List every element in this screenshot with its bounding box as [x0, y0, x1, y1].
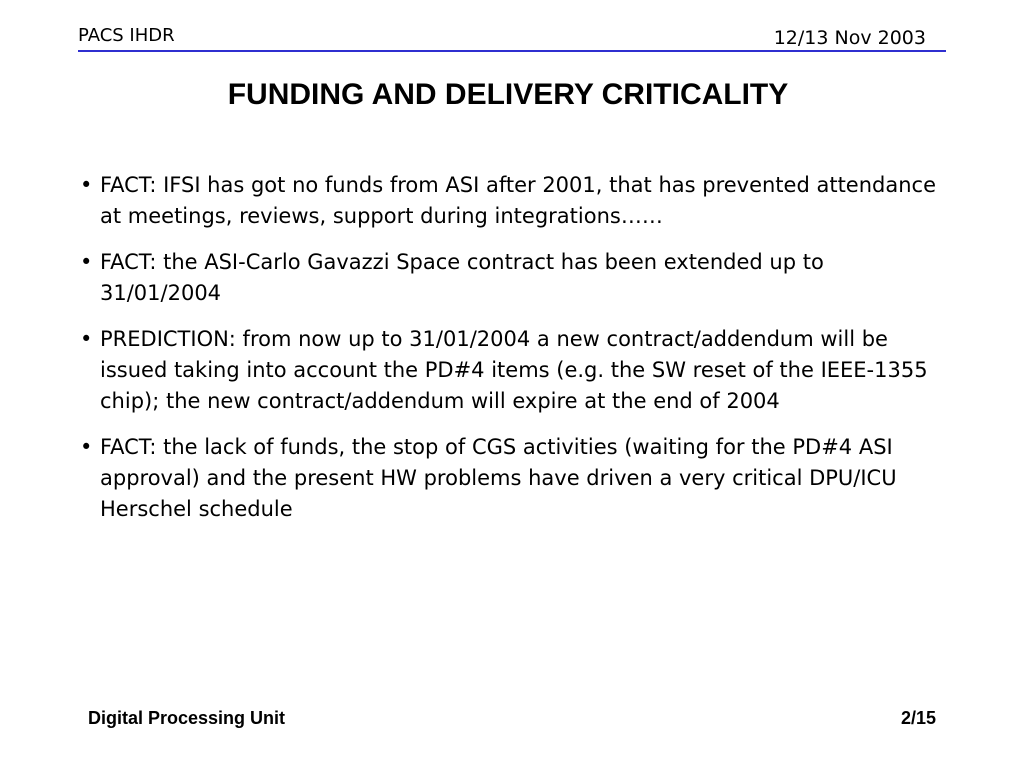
bullet-item: [80, 170, 940, 232]
bullet-item: [80, 324, 940, 417]
bullet-dot-icon: •: [80, 435, 93, 459]
bullet-dot-icon: •: [80, 327, 93, 351]
bullet-dot-icon: •: [80, 173, 93, 197]
bullet-list: [80, 170, 940, 540]
header-title: PACS IHDR: [78, 25, 175, 46]
bullet-item: [80, 432, 940, 525]
bullet-text: FACT: the ASI-Carlo Gavazzi Space contract has been extended up to 31/01/2004: [100, 250, 824, 305]
bullet-dot-icon: •: [80, 250, 93, 274]
slide-title: FUNDING AND DELIVERY CRITICALITY: [227, 78, 789, 111]
bullet-text: PREDICTION: from now up to 31/01/2004 a new contract/addendum will be issued taking into account the PD#4 items (e.g. the SW reset of the IEEE-1355 chip); the new contract/addendum will expire at the end of 2004: [100, 327, 928, 413]
bullet-item: [80, 247, 940, 309]
bullet-text: FACT: the lack of funds, the stop of CGS activities (waiting for the PD#4 ASI approval) and the present HW problems have driven a very critical DPU/ICU Herschel schedule: [100, 435, 897, 521]
header-date: 12/13 Nov 2003: [773, 27, 926, 49]
header-divider: [78, 50, 946, 52]
footer-label: Digital Processing Unit: [88, 708, 286, 728]
page-number: 2/15: [900, 708, 936, 728]
bullet-text: FACT: IFSI has got no funds from ASI after 2001, that has prevented attendance at meetings, reviews, support during integrations……: [100, 173, 937, 228]
